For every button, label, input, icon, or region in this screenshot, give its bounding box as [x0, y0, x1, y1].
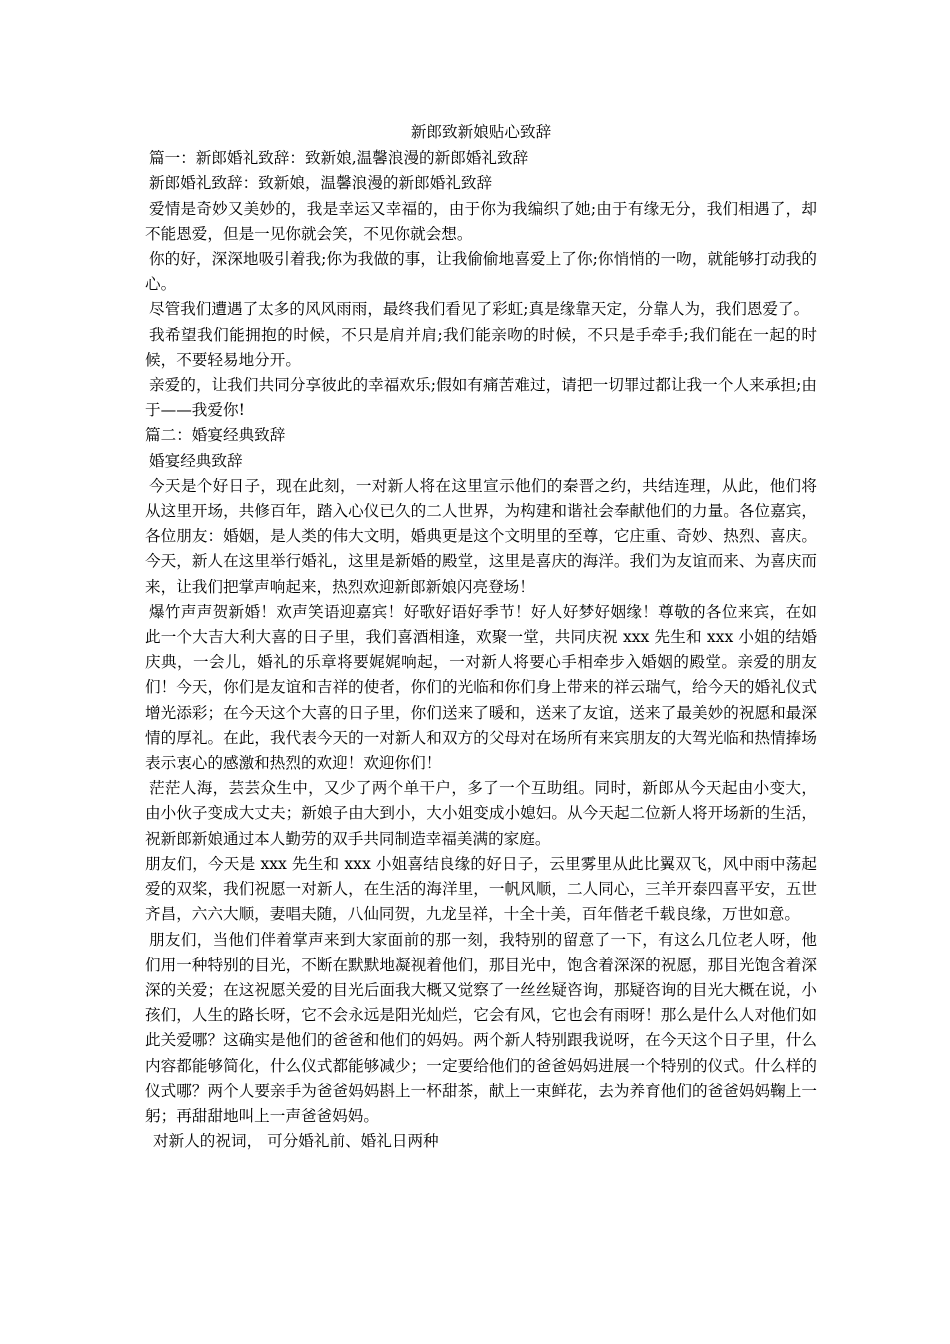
paragraph: 篇一：新郎婚礼致辞：致新娘,温馨浪漫的新郎婚礼致辞 [149, 149, 529, 168]
paragraph: 你的好，深深地吸引着我;你为我做的事，让我偷偷地喜爱上了你;你悄悄的一吻，就能够打动我的心。 [145, 250, 817, 294]
paragraph: 爱情是奇妙又美妙的，我是幸运又幸福的，由于你为我编织了她;由于有缘无分，我们相遇了，却不能恩爱，但是一见你就会笑，不见你就会想。 [145, 199, 817, 243]
paragraph: 今天是个好日子，现在此刻，一对新人将在这里宣示他们的秦晋之约，共结连理，从此，他们将从这里开场，共修百年，踏入心仪已久的二人世界，为构建和谐社会奉献他们的力量。各位嘉宾，各位朋友：婚姻，是人类的伟大文明，婚典更是这个文明里的至尊，它庄重、奇妙、热烈、喜庆。今天，新人在这里举行婚礼，这里是新婚的殿堂，这里是喜庆的海洋。我们为友谊而来、为喜庆而来，让我们把掌声响起来，热烈欢迎新郎新娘闪亮登场！ [145, 476, 817, 596]
paragraph: 尽管我们遭遇了太多的风风雨雨，最终我们看见了彩虹;真是缘靠天定，分靠人为，我们恩爱了。 [149, 300, 810, 319]
paragraph: 我希望我们能拥抱的时候，不只是肩并肩;我们能亲吻的时候，不只是手牵手;我们能在一起的时候，不要轻易地分开。 [145, 325, 817, 369]
paragraph: 新郎婚礼致辞：致新娘，温馨浪漫的新郎婚礼致辞 [149, 174, 493, 193]
paragraph: 婚宴经典致辞 [149, 451, 243, 470]
document-title: 新郎致新娘贴心致辞 [410, 123, 552, 141]
document-page [145, 120, 817, 1154]
paragraph: 朋友们，当他们伴着掌声来到大家面前的那一刻，我特别的留意了一下，有这么几位老人呀，他们用一种特别的目光，不断在默默地凝视着他们，那目光中，饱含着深深的祝愿，那目光饱含着深深的关爱；在这祝愿关爱的目光后面我大概又觉察了一丝丝疑咨询，那疑咨询的目光大概在说，小孩们，人生的路长呀，它不会永远是阳光灿烂，它会有风，它也会有雨呀！那么是什么人对他们如此关爱哪？这确实是他们的爸爸和他们的妈妈。两个新人特别跟我说呀，在今天这个日子里，什么内容都能够简化，什么仪式都能够减少；一定要给他们的爸爸妈妈进展一个特别的仪式。什么样的仪式哪？两个人要亲手为爸爸妈妈斟上一杯甜茶，献上一束鲜花，去为养育他们的爸爸妈妈鞠上一躬；再甜甜地叫上一声爸爸妈妈。 [145, 930, 817, 1125]
paragraph: 爆竹声声贺新婚！欢声笑语迎嘉宾！好歌好语好季节！好人好梦好姻缘！尊敬的各位来宾，在如此一个大吉大利大喜的日子里，我们喜酒相逢，欢聚一堂，共同庆祝 xxx 先生和 xxx 小姐的结婚庆典，一会儿，婚礼的乐章将要娓娓响起，一对新人将要心手相牵步入婚姻的殿堂。亲爱的朋友们！今天，你们是友谊和吉祥的使者，你们的光临和你们身上带来的祥云瑞气，给今天的婚礼仪式增光添彩；在今天这个大喜的日子里，你们送来了暖和，送来了友谊，送来了最美妙的祝愿和最深情的厚礼。在此，我代表今天的一对新人和双方的父母对在场所有来宾朋友的大驾光临和热情捧场表示衷心的感激和热烈的欢迎！欢迎你们！ [145, 602, 817, 773]
paragraph: 篇二：婚宴经典致辞 [145, 426, 286, 445]
paragraph: 亲爱的，让我们共同分享彼此的幸福欢乐;假如有痛苦难过，请把一切罪过都让我一个人来承担;由于——我爱你! [145, 376, 817, 420]
paragraph: 朋友们，今天是 xxx 先生和 xxx 小姐喜结良缘的好日子，云里雾里从此比翼双飞，风中雨中荡起爱的双桨，我们祝愿一对新人，在生活的海洋里，一帆风顺，二人同心，三羊开泰四喜平安，五世齐昌，六六大顺，妻唱夫随，八仙同贺，九龙呈祥，十全十美，百年偕老千载良缘，万世如意。 [145, 854, 817, 924]
document-body [145, 146, 817, 1154]
paragraph: 茫茫人海，芸芸众生中，又少了两个单干户，多了一个互助组。同时，新郎从今天起由小变大，由小伙子变成大丈夫；新娘子由大到小，大小姐变成小媳妇。从今天起二位新人将开场新的生活，祝新郎新娘通过本人勤劳的双手共同制造幸福美满的家庭。 [145, 779, 817, 848]
paragraph: 对新人的祝词， 可分婚礼前、婚礼日两种 [153, 1132, 439, 1151]
